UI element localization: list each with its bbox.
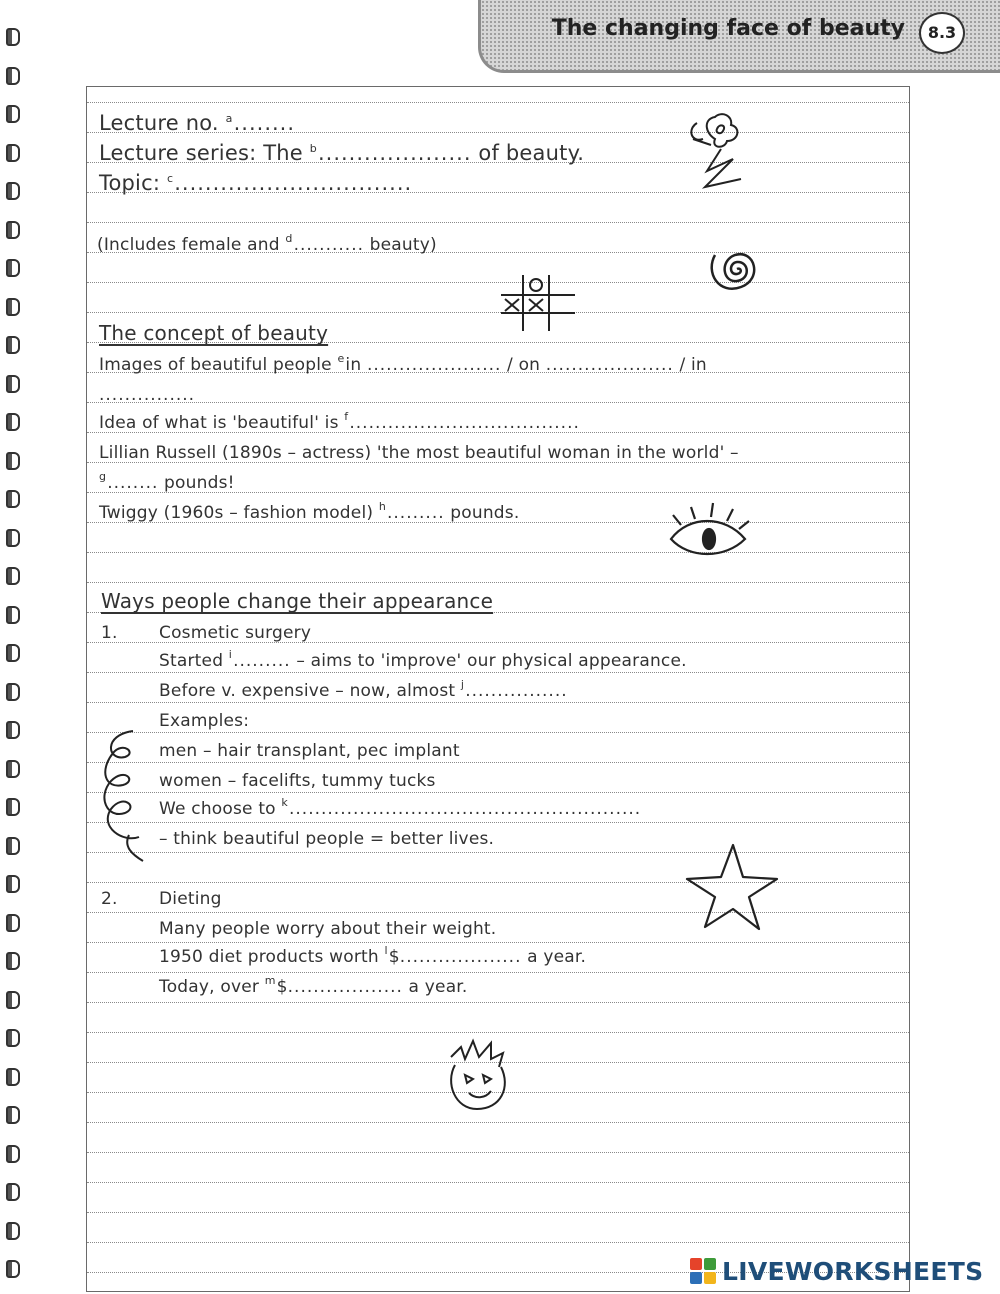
curl-doodle-icon — [93, 727, 157, 867]
liveworksheets-logo — [690, 1254, 983, 1288]
worry-line: Many people worry about their weight. — [159, 919, 497, 939]
item1-number: 1. — [101, 623, 118, 643]
gap-marker-h: h — [378, 500, 386, 513]
header-banner — [478, 0, 1000, 73]
binding-ring — [6, 1145, 20, 1163]
ruled-line — [87, 1032, 909, 1033]
ruled-line — [87, 882, 909, 883]
diet-label: 1950 diet products worth — [159, 947, 379, 967]
binding-ring — [6, 490, 20, 508]
binding-ring — [6, 952, 20, 970]
binding-ring — [6, 567, 20, 585]
ruled-line — [87, 1002, 909, 1003]
diet-suffix: a year. — [527, 947, 587, 967]
eye-doodle-icon — [665, 501, 751, 561]
started-suffix: – aims to 'improve' our physical appearance. — [296, 651, 687, 671]
binding-ring — [6, 1106, 20, 1124]
gap-marker-a: a — [225, 112, 233, 125]
gap-i-dots[interactable]: ......... — [233, 651, 291, 671]
binding-ring — [6, 105, 20, 123]
binding-ring — [6, 144, 20, 162]
lillian-line: Lillian Russell (1890s – actress) 'the most beautiful woman in the world' – — [99, 443, 739, 463]
before-label: Before v. expensive – now, almost — [159, 681, 456, 701]
binding-ring — [6, 606, 20, 624]
ruled-line — [87, 972, 909, 973]
ruled-line — [87, 582, 909, 583]
topic-line — [99, 171, 412, 195]
images-line-cont — [99, 385, 195, 405]
binding-ring — [6, 1068, 20, 1086]
gap-f-dots[interactable]: .................................... — [349, 413, 580, 433]
ruled-line — [87, 792, 909, 793]
spiral-binding — [0, 0, 24, 1294]
gap-k-dots[interactable]: ....................................................... — [288, 799, 642, 819]
binding-ring — [6, 1260, 20, 1278]
choose-label: We choose to — [159, 799, 276, 819]
choose-line — [159, 796, 642, 819]
ruled-line — [87, 552, 909, 553]
binding-ring — [6, 298, 20, 316]
started-label: Started — [159, 651, 224, 671]
page-title: The changing face of beauty — [551, 16, 905, 41]
diet-line — [159, 944, 587, 967]
lecture-no-label: Lecture no. — [99, 111, 219, 135]
gap-e1-dots[interactable]: ..................... — [366, 355, 502, 375]
unit-badge: 8.3 — [919, 12, 965, 54]
idea-line — [99, 410, 580, 433]
ruled-line — [87, 1122, 909, 1123]
binding-ring — [6, 28, 20, 46]
binding-ring — [6, 991, 20, 1009]
today-label: Today, over — [159, 977, 260, 997]
ruled-line — [87, 1242, 909, 1243]
binding-ring — [6, 760, 20, 778]
face-doodle-icon — [441, 1037, 517, 1117]
images-line — [99, 352, 707, 375]
lillian-line-cont — [99, 470, 235, 493]
binding-ring — [6, 413, 20, 431]
gap-a-dots[interactable]: ........ — [233, 111, 296, 135]
gap-marker-c: c — [166, 172, 174, 185]
gap-marker-i: i — [228, 648, 233, 661]
binding-ring — [6, 221, 20, 239]
twiggy-line — [99, 500, 520, 523]
binding-ring — [6, 529, 20, 547]
images-label: Images of beautiful people — [99, 355, 332, 375]
ruled-line — [87, 1182, 909, 1183]
ruled-line — [87, 102, 909, 103]
ruled-line — [87, 822, 909, 823]
today-suffix: a year. — [408, 977, 468, 997]
gap-marker-j: j — [460, 678, 465, 691]
gap-l-dots[interactable]: ................... — [399, 947, 522, 967]
before-line — [159, 678, 568, 701]
includes-suffix: beauty) — [369, 235, 437, 255]
spiral-doodle-icon — [701, 237, 775, 301]
item2-number: 2. — [101, 889, 118, 909]
star-doodle-icon — [681, 839, 781, 931]
ruled-line — [87, 402, 909, 403]
ruled-line — [87, 762, 909, 763]
series-label: Lecture series: The — [99, 141, 303, 165]
gap-b-dots[interactable]: .................... — [317, 141, 472, 165]
images-on: / on — [507, 355, 541, 375]
binding-ring — [6, 644, 20, 662]
ruled-line — [87, 942, 909, 943]
think-line: – think beautiful people = better lives. — [159, 829, 495, 849]
binding-ring — [6, 336, 20, 354]
binding-ring — [6, 452, 20, 470]
binding-ring — [6, 914, 20, 932]
lecture-series-line — [99, 141, 584, 165]
gap-c-dots[interactable]: ............................... — [174, 171, 413, 195]
examples-label: Examples: — [159, 711, 250, 731]
flower-doodle-icon — [677, 109, 757, 195]
ways-heading: Ways people change their appearance — [101, 589, 494, 613]
topic-label: Topic: — [99, 171, 161, 195]
ruled-line — [87, 732, 909, 733]
lillian-pounds: pounds! — [164, 473, 235, 493]
gap-e2-dots[interactable]: .................... — [545, 355, 674, 375]
includes-label: (Includes female and — [97, 235, 280, 255]
includes-line — [97, 232, 437, 255]
gap-g-dots[interactable]: ........ — [107, 473, 159, 493]
series-suffix: of beauty. — [478, 141, 585, 165]
ruled-line — [87, 912, 909, 913]
gap-marker-l: l — [384, 944, 388, 957]
lecture-number-line — [99, 111, 295, 135]
diet-currency: $ — [388, 947, 400, 967]
images-in-2: / in — [679, 355, 707, 375]
today-line — [159, 974, 468, 997]
binding-ring — [6, 1183, 20, 1201]
binding-ring — [6, 721, 20, 739]
binding-ring — [6, 798, 20, 816]
ruled-line — [87, 702, 909, 703]
twiggy-pounds: pounds. — [450, 503, 520, 523]
item2-title: Dieting — [159, 889, 222, 909]
binding-ring — [6, 67, 20, 85]
idea-label: Idea of what is 'beautiful' is — [99, 413, 339, 433]
gap-d-dots[interactable]: ........... — [293, 235, 365, 255]
gap-marker-g: g — [99, 470, 107, 483]
today-currency: $ — [276, 977, 288, 997]
ruled-line — [87, 1152, 909, 1153]
logo-blocks-icon — [690, 1258, 716, 1284]
ruled-line — [87, 222, 909, 223]
logo-text: LIVEWORKSHEETS — [722, 1256, 984, 1286]
men-line: men – hair transplant, pec implant — [159, 741, 460, 761]
twiggy-label: Twiggy (1960s – fashion model) — [99, 503, 374, 523]
binding-ring — [6, 837, 20, 855]
binding-ring — [6, 182, 20, 200]
ruled-line — [87, 1212, 909, 1213]
binding-ring — [6, 259, 20, 277]
gap-marker-b: b — [309, 142, 317, 155]
images-in: in — [345, 355, 362, 375]
ruled-line — [87, 852, 909, 853]
started-line — [159, 648, 687, 671]
binding-ring — [6, 375, 20, 393]
ruled-line — [87, 672, 909, 673]
binding-ring — [6, 683, 20, 701]
gap-marker-m: m — [264, 974, 276, 987]
gap-j-dots[interactable]: ................ — [465, 681, 568, 701]
item1-title: Cosmetic surgery — [159, 623, 312, 643]
gap-marker-f: f — [344, 410, 349, 423]
gap-marker-d: d — [285, 232, 293, 245]
gap-m-dots[interactable]: .................. — [287, 977, 403, 997]
binding-ring — [6, 875, 20, 893]
gap-e3-dots[interactable]: ............... — [99, 385, 196, 405]
notebook-page — [86, 86, 910, 1292]
binding-ring — [6, 1029, 20, 1047]
concept-heading: The concept of beauty — [99, 321, 329, 345]
gap-h-dots[interactable]: ......... — [387, 503, 445, 523]
women-line: women – facelifts, tummy tucks — [159, 771, 436, 791]
binding-ring — [6, 1222, 20, 1240]
tic-tac-toe-doodle-icon — [495, 273, 581, 333]
gap-marker-k: k — [281, 796, 288, 809]
gap-marker-e: e — [337, 352, 345, 365]
